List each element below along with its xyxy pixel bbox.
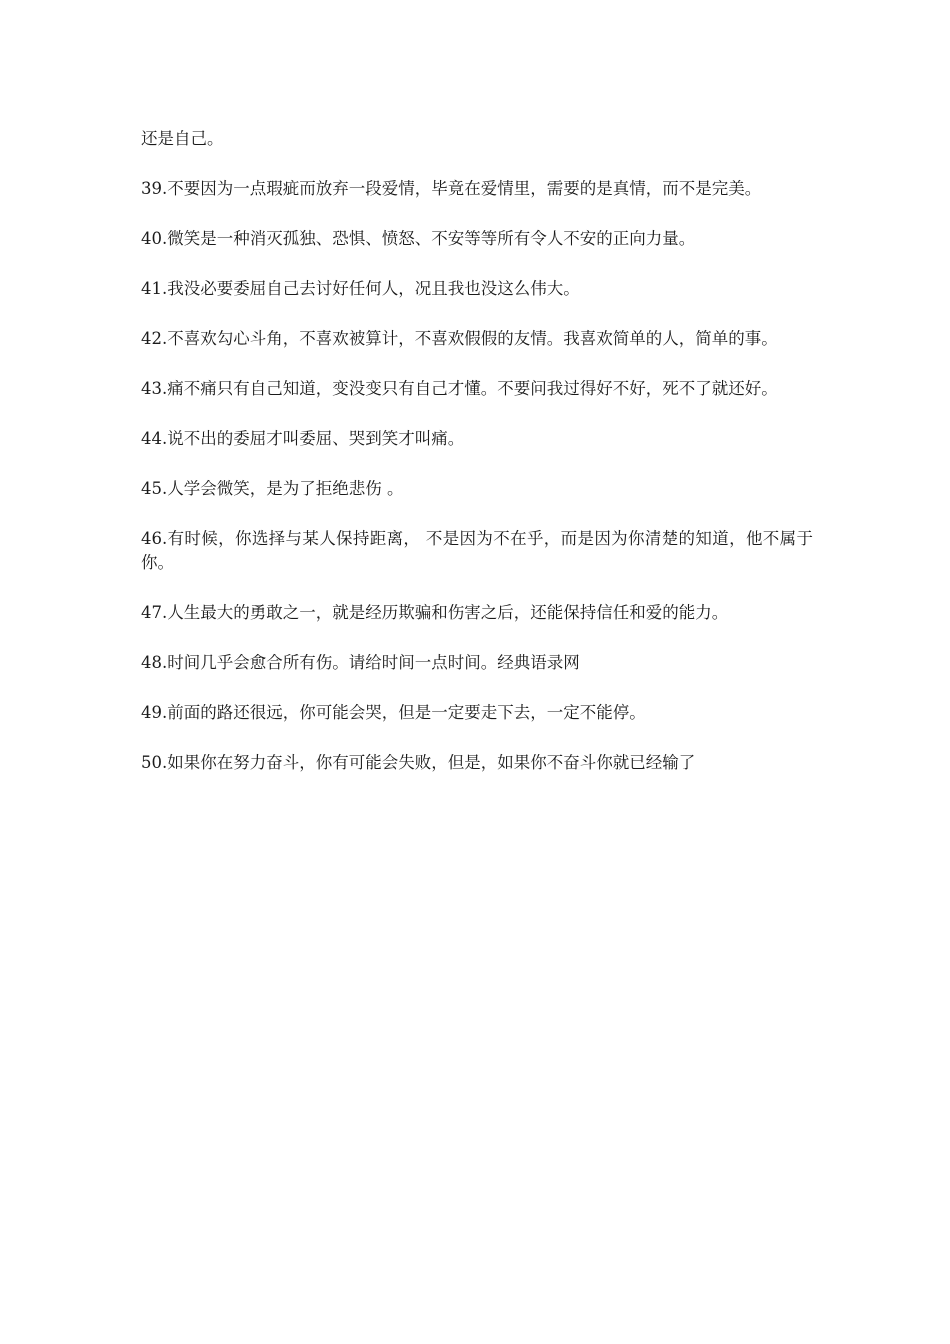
quote-50: 50.如果你在努力奋斗，你有可能会失败，但是，如果你不奋斗你就已经输了 [141,753,696,772]
quote-42: 42.不喜欢勾心斗角，不喜欢被算计，不喜欢假假的友情。我喜欢简单的人，简单的事。 [141,329,778,348]
quote-48: 48.时间几乎会愈合所有伤。请给时间一点时间。经典语录网 [141,653,580,672]
quote-40: 40.微笑是一种消灭孤独、恐惧、愤怒、不安等等所有令人不安的正向力量。 [141,229,696,248]
quote-47: 47.人生最大的勇敢之一，就是经历欺骗和伤害之后，还能保持信任和爱的能力。 [141,603,729,622]
quote-41: 41.我没必要委屈自己去讨好任何人，况且我也没这么伟大。 [141,279,580,298]
quote-43: 43.痛不痛只有自己知道，变没变只有自己才懂。不要问我过得好不好，死不了就还好。 [141,379,778,398]
document-body [141,127,813,801]
quote-39: 39.不要因为一点瑕疵而放弃一段爱情，毕竟在爱情里，需要的是真情，而不是完美。 [141,179,762,198]
quote-45: 45.人学会微笑，是为了拒绝悲伤 。 [141,479,404,498]
quote-46: 46.有时候，你选择与某人保持距离， 不是因为不在乎，而是因为你清楚的知道，他不属于你。 [141,529,813,572]
paragraph-continuation: 还是自己。 [141,129,224,148]
quote-44: 44.说不出的委屈才叫委屈、哭到笑才叫痛。 [141,429,465,448]
quote-49: 49.前面的路还很远，你可能会哭，但是一定要走下去，一定不能停。 [141,703,646,722]
